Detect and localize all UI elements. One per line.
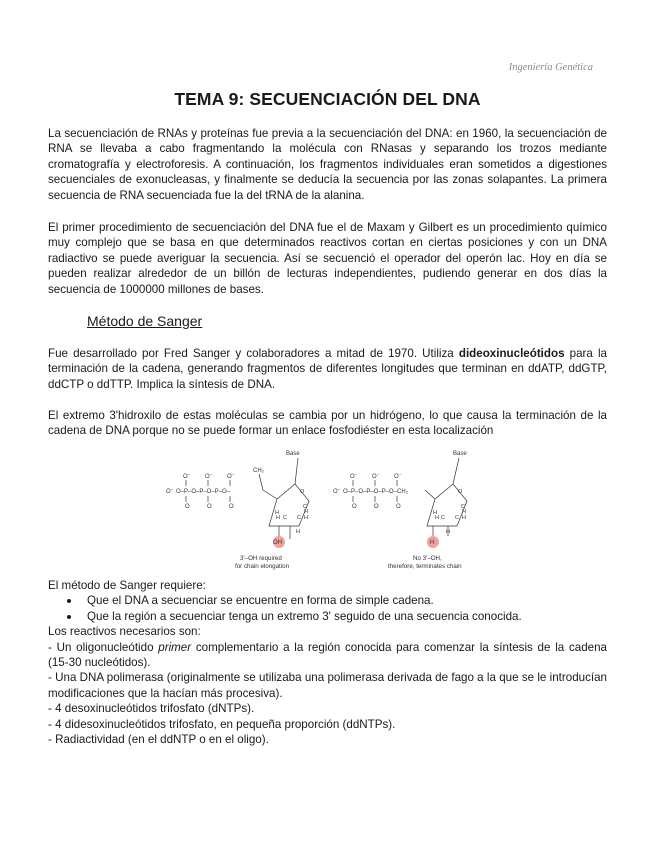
reactivo-polimerasa: - Una DNA polimerasa (originalmente se utilizaba una polimerasa derivada de fago a la que se le introducían modificaciones que la hacían más procesiva). bbox=[48, 671, 607, 700]
svg-text:H: H bbox=[296, 529, 300, 535]
svg-text:O: O bbox=[458, 489, 463, 495]
section-heading-sanger: Método de Sanger bbox=[87, 313, 203, 329]
svg-text:H: H bbox=[446, 529, 450, 535]
list-item: Que la región a secuenciar tenga un extremo 3' seguido de una secuencia conocida. bbox=[48, 609, 607, 624]
svg-text:C: C bbox=[297, 515, 301, 521]
svg-text:O: O bbox=[396, 504, 401, 510]
deoxynucleotide-structure bbox=[166, 458, 309, 539]
reactivo-primer-text: - Un oligonucleótido bbox=[48, 640, 159, 654]
page-title: TEMA 9: SECUENCIACIÓN DEL DNA bbox=[174, 89, 481, 109]
svg-text:H: H bbox=[462, 509, 466, 515]
svg-text:C: C bbox=[283, 515, 287, 521]
svg-text:O⁻: O⁻ bbox=[183, 474, 191, 480]
sanger-intro-text-2: para la terminación de la cadena, generando fragmentos de diferentes longitudes que terminan en ddATP, ddGTP, ddCTP o ddTTP. Implica la síntesis de DNA. bbox=[48, 347, 608, 391]
svg-text:H: H bbox=[275, 510, 279, 516]
reactivo-ddntps: - 4 didesoxinucleótidos trifosfato, en pequeña proporción (ddNTPs). bbox=[48, 717, 396, 731]
svg-text:O⁻: O⁻ bbox=[166, 489, 174, 495]
svg-text:H: H bbox=[433, 510, 437, 516]
svg-text:C: C bbox=[461, 504, 465, 510]
paragraph-3-hydroxyl: El extremo 3'hidroxilo de estas moléculas se cambia por un hidrógeno, lo que causa la terminación de la cadena de DNA porque no se puede formar un enlace fosfodiéster en esta localización bbox=[48, 409, 607, 438]
svg-text:O⁻: O⁻ bbox=[394, 474, 402, 480]
svg-text:O⁻: O⁻ bbox=[333, 489, 341, 495]
paragraph-sanger-intro bbox=[48, 346, 607, 392]
svg-text:C: C bbox=[441, 515, 445, 521]
nucleotide-figure bbox=[163, 444, 503, 578]
base-label-right: Base bbox=[453, 451, 467, 457]
reactivo-primer bbox=[48, 640, 607, 671]
svg-text:H: H bbox=[304, 515, 308, 521]
ch2-label: CH₂ bbox=[253, 468, 264, 474]
sanger-intro-text: Fue desarrollado por Fred Sanger y colaboradores a mitad de 1970. Utiliza bbox=[48, 347, 459, 360]
left-caption-line2: for chain elongation bbox=[235, 563, 290, 570]
svg-text:O: O bbox=[300, 489, 305, 495]
reactivo-radiactividad: - Radiactividad (en el ddNTP o en el oligo). bbox=[48, 733, 269, 747]
oh-label: OH bbox=[273, 540, 282, 546]
primer-term: primer bbox=[158, 640, 192, 654]
svg-text:O⁻: O⁻ bbox=[205, 474, 213, 480]
svg-text:O: O bbox=[374, 504, 379, 510]
paragraph-rna-sequencing: La secuenciación de RNAs y proteínas fue previa a la secuenciación del DNA: en 1960, la secuenciación de RNA se llevaba a cabo fragmentando la molécula con RNasas y separando los trozos mediante cromatografía y electroforesis. A continuación, los fragmentos individuales eran sometidos a digestiones secuenciales de exonucleasas, y finalmente se deducía la secuencia por las zonas solapantes. La primera secuencia de RNA secuenciada fue la del tRNA de la alanina. bbox=[48, 127, 607, 202]
left-caption-line1: 3'–OH required bbox=[240, 555, 282, 562]
svg-text:O: O bbox=[352, 504, 357, 510]
svg-text:O⁻: O⁻ bbox=[350, 474, 358, 480]
svg-text:H: H bbox=[462, 515, 466, 521]
reactivo-primer-text-2: complementario a la región conocida para comenzar la síntesis de la cadena (15-30 nucleótidos). bbox=[48, 640, 607, 670]
requirements-intro: El método de Sanger requiere: bbox=[48, 579, 206, 592]
svg-text:O: O bbox=[207, 504, 212, 510]
svg-text:O: O bbox=[185, 504, 190, 510]
right-caption-line2: therefore, terminates chain bbox=[388, 563, 462, 570]
svg-text:O–P–O–P–O–P–O–: O–P–O–P–O–P–O– bbox=[176, 489, 231, 495]
header-subject: Ingeniería Genética bbox=[508, 62, 593, 73]
svg-text:C: C bbox=[303, 504, 307, 510]
h-label: H bbox=[430, 540, 435, 546]
sanger-requirements-block bbox=[48, 578, 607, 747]
svg-text:O–P–O–P–O–P–O–CH₂: O–P–O–P–O–P–O–CH₂ bbox=[343, 489, 409, 495]
svg-text:C: C bbox=[455, 515, 459, 521]
svg-text:O: O bbox=[229, 504, 234, 510]
base-label-left: Base bbox=[286, 451, 300, 457]
reactivo-dntps: - 4 desoxinucleótidos trifosfato (dNTPs). bbox=[48, 702, 255, 716]
list-item: Que el DNA a secuenciar se encuentre en forma de simple cadena. bbox=[48, 593, 607, 608]
svg-text:O⁻: O⁻ bbox=[372, 474, 380, 480]
reactivos-intro: Los reactivos necesarios son: bbox=[48, 625, 201, 639]
svg-text:H: H bbox=[304, 509, 308, 515]
dideoxinucleotidos-term: dideoxinucleótidos bbox=[458, 347, 565, 360]
dideoxynucleotide-structure bbox=[333, 458, 467, 536]
paragraph-maxam-gilbert: El primer procedimiento de secuenciación del DNA fue el de Maxam y Gilbert es un procedimiento químico muy complejo que se basa en que determinados reactivos cortan en ciertas posiciones y con un DNA radiactivo se puede averiguar la secuencia. Así se secuenció el operador del operón lac. Hoy en día se pueden realizar alrededor de un billón de lecturas independientes, pudiendo generar en dos días la secuencia de 1000000 millones de bases. bbox=[48, 221, 607, 296]
requirements-list bbox=[48, 593, 607, 624]
svg-text:O⁻: O⁻ bbox=[227, 474, 235, 480]
svg-text:H: H bbox=[435, 515, 439, 521]
right-caption-line1: No 3'–OH, bbox=[413, 555, 442, 562]
svg-text:H: H bbox=[276, 515, 280, 521]
